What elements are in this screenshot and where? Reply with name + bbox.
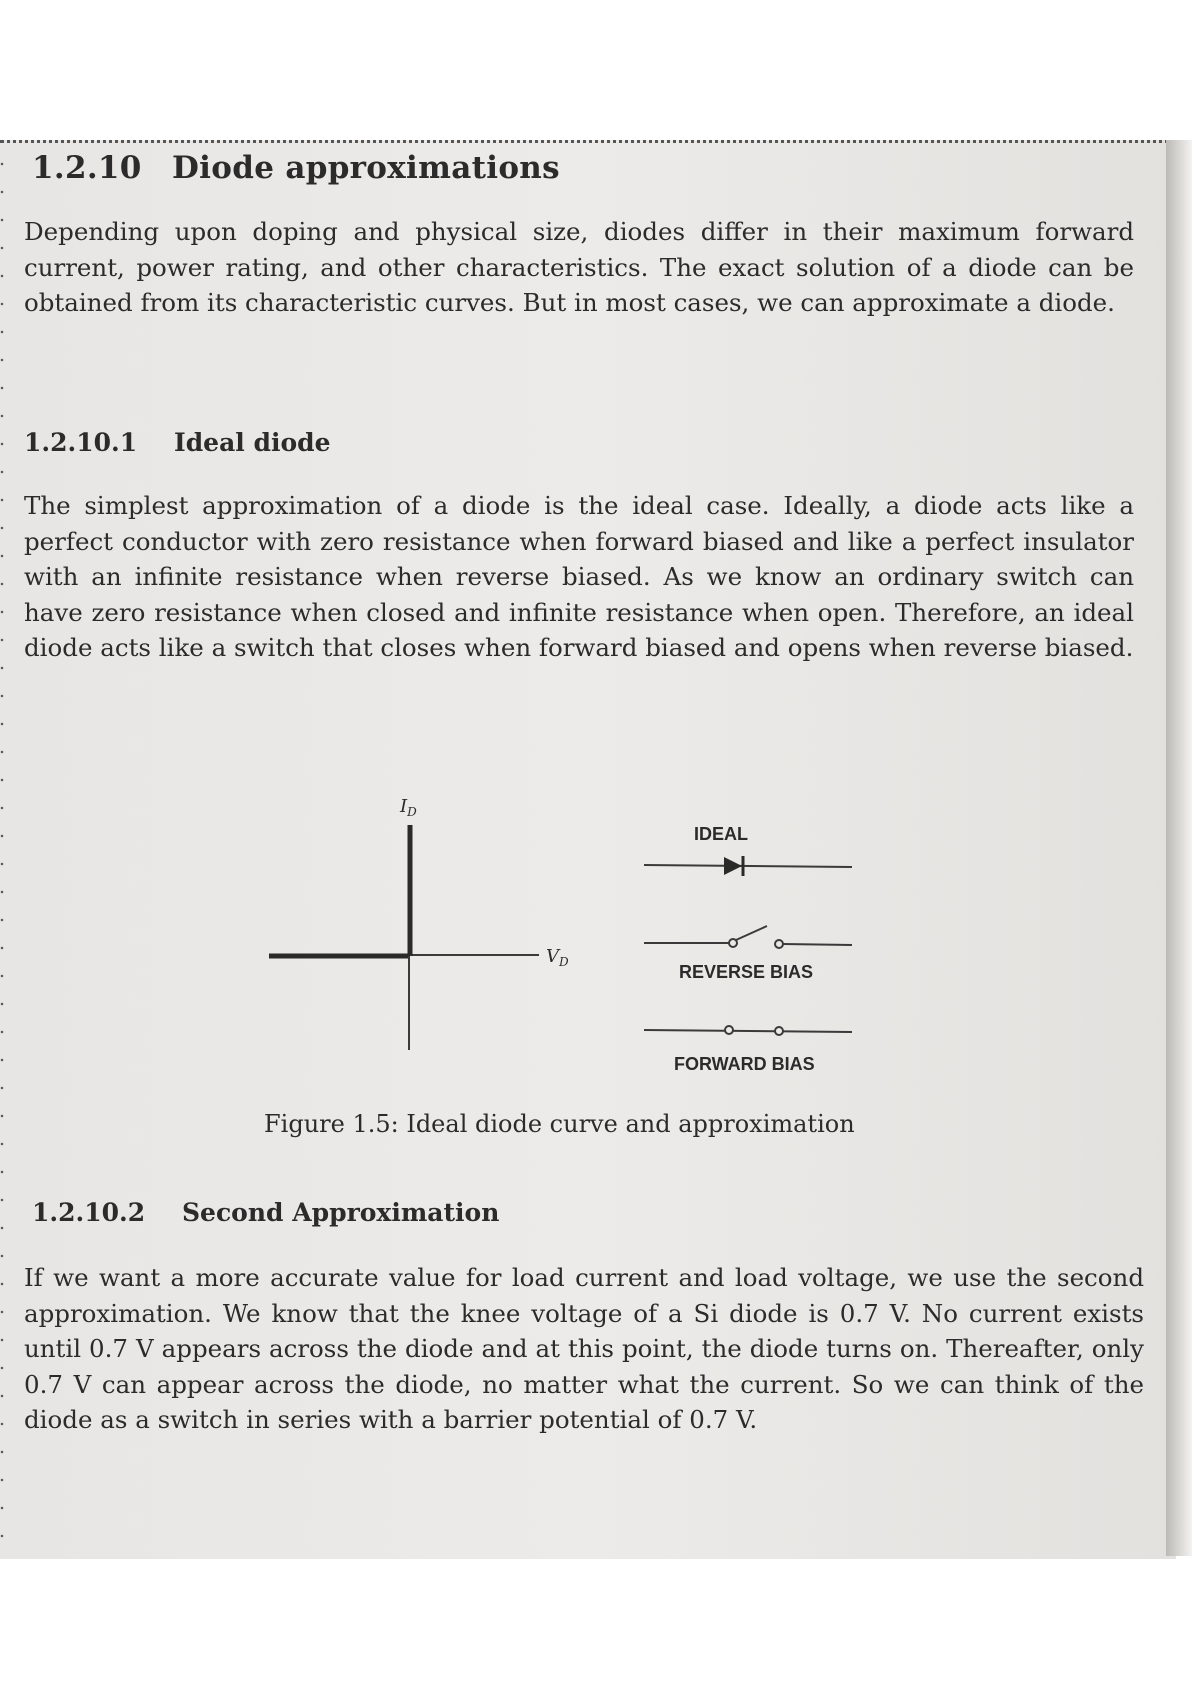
switch-contact-icon (725, 1026, 733, 1034)
ideal-label: IDEAL (694, 824, 748, 844)
subsection-heading-ideal (24, 428, 331, 457)
section-title: Diode approximations (172, 150, 560, 186)
figure-caption: Figure 1.5: Ideal diode curve and approximation (264, 1110, 855, 1138)
figure-svg (224, 780, 974, 1110)
subsection-title: Second Approximation (182, 1198, 500, 1227)
switch-contact-icon (729, 939, 737, 947)
x-axis-label: $V_D$ (546, 946, 569, 969)
ideal-wire (644, 865, 852, 867)
y-axis-label: $I_D$ (400, 796, 417, 819)
figure-ideal-diode (224, 780, 974, 1140)
reverse-wire-right (783, 944, 852, 945)
intro-paragraph: Depending upon doping and physical size, diodes differ in their maximum forward current, power rating, and other characteristics. The exact solution of a diode can be obtained from its characteristic curves. But in most cases, we can approximate a diode. (24, 217, 1134, 317)
switch-contact-icon (775, 1027, 783, 1035)
open-switch-blade (736, 926, 767, 940)
subsection-title: Ideal diode (174, 428, 331, 457)
ideal-paragraph: The simplest approximation of a diode is the ideal case. Ideally, a diode acts like a perfect conductor with zero resistance when forward biased and like a perfect insulator with an infinite resistance when reverse biased. As we know an ordinary switch can have zero resistance when closed and infinite resistance when open. Therefore, an ideal diode acts like a switch that closes when forward biased and opens when reverse biased. (24, 491, 1134, 662)
subsection-number: 1.2.10.2 (32, 1198, 146, 1227)
forward-bias-label: FORWARD BIAS (674, 1054, 815, 1074)
reverse-bias-label: REVERSE BIAS (679, 962, 814, 982)
diode-icon (724, 857, 742, 875)
subsection-number: 1.2.10.1 (24, 428, 138, 457)
binding-edge (0, 150, 4, 1550)
section-number: 1.2.10 (32, 150, 142, 186)
page-edge (1166, 140, 1192, 1556)
switch-contact-icon (775, 940, 783, 948)
second-approximation-paragraph: If we want a more accurate value for load current and load voltage, we use the second approximation. We know that the knee voltage of a Si diode is 0.7 V. No current exists until 0.7 V appears across the diode and at this point, the diode turns on. Thereafter, only 0.7 V can appear across the diode, no matter what the current. So we can think of the diode as a switch in series with a barrier potential of 0.7 V. (24, 1263, 1144, 1434)
subsection-heading-second (32, 1198, 499, 1227)
forward-wire (644, 1030, 852, 1032)
section-heading (32, 150, 560, 186)
